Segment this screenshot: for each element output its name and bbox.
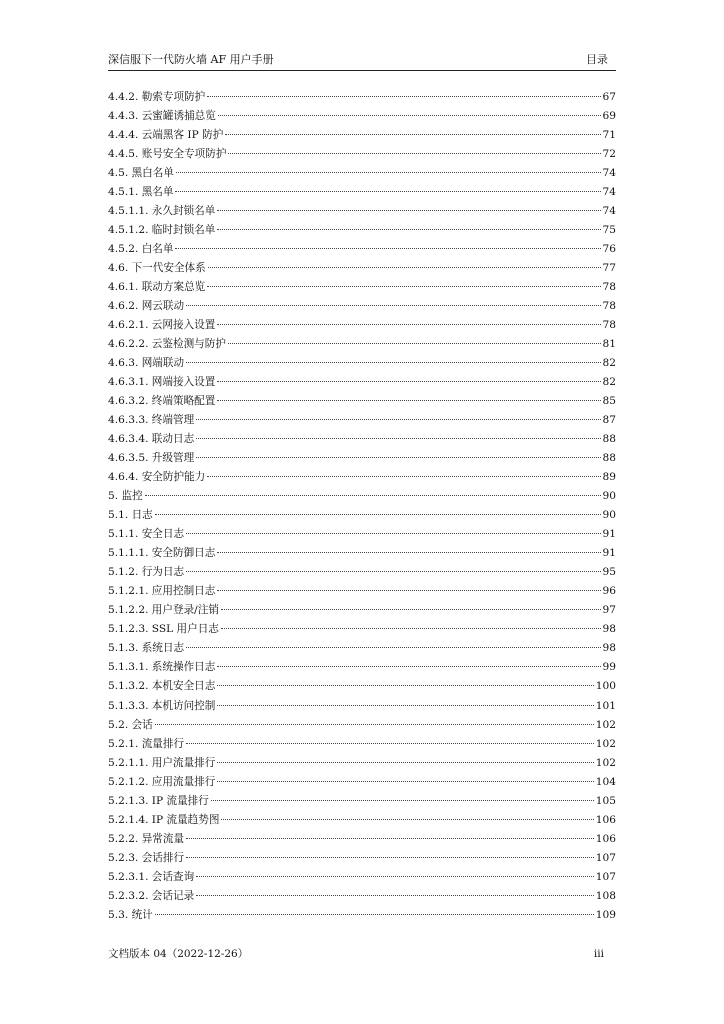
toc-entry-label: 5.2.1. 流量排行 [108, 737, 185, 750]
dot-leader [155, 914, 594, 915]
dot-leader [196, 876, 594, 877]
toc-entry-page: 104 [595, 775, 616, 788]
toc-entry-page: 108 [595, 889, 616, 902]
toc-entry-label: 4.4.2. 勒索专项防护 [108, 91, 206, 103]
dot-leader [186, 743, 594, 744]
toc-entry-page: 71 [602, 129, 616, 142]
toc-entry-label: 5. 监控 [108, 490, 143, 503]
toc-entry[interactable] [108, 735, 616, 754]
toc-entry[interactable] [108, 525, 616, 544]
toc-entry-page: 81 [602, 338, 616, 351]
dot-leader [221, 819, 593, 820]
toc-entry[interactable] [108, 221, 616, 240]
dot-leader [217, 324, 600, 325]
toc-entry[interactable] [108, 620, 616, 639]
dot-leader [228, 153, 600, 154]
toc-entry-label: 5.1.2.3. SSL 用户日志 [108, 623, 219, 636]
page-footer [108, 946, 616, 962]
toc-entry[interactable] [108, 563, 616, 582]
toc-entry-page: 74 [602, 205, 616, 218]
toc-entry-label: 5.1.2. 行为日志 [108, 566, 185, 579]
toc-entry-page: 98 [602, 623, 616, 636]
toc-entry[interactable] [108, 468, 616, 487]
toc-entry-page: 91 [602, 528, 616, 541]
toc-entry-label: 5.2.1.3. IP 流量排行 [108, 794, 209, 807]
toc-entry-label: 4.5. 黑白名单 [108, 167, 174, 180]
toc-entry-label: 4.4.3. 云蜜罐诱捕总览 [108, 110, 216, 123]
section-title: 目录 [586, 53, 608, 66]
toc-entry-label: 4.5.2. 白名单 [108, 243, 174, 256]
dot-leader [186, 305, 600, 306]
toc-entry-label: 4.5.1. 黑名单 [108, 186, 174, 199]
toc-entry-page: 88 [602, 433, 616, 446]
page-header [108, 52, 616, 71]
toc-entry[interactable] [108, 849, 616, 868]
dot-leader [196, 895, 594, 896]
toc-entry[interactable] [108, 906, 616, 925]
toc-entry-label: 4.6.2.1. 云网接入设置 [108, 319, 216, 332]
toc-entry-label: 5.2.3.1. 会话查询 [108, 870, 195, 883]
toc-entry-label: 4.4.5. 账号安全专项防护 [108, 148, 227, 161]
toc-entry[interactable] [108, 430, 616, 449]
toc-entry-page: 87 [602, 414, 616, 427]
toc-entry-page: 105 [595, 794, 616, 807]
dot-leader [207, 96, 600, 97]
dot-leader [155, 724, 594, 725]
toc-entry-page: 91 [602, 547, 616, 560]
dot-leader [186, 647, 600, 648]
toc-entry[interactable] [108, 811, 616, 830]
toc-entry-page: 74 [602, 167, 616, 180]
dot-leader [217, 762, 593, 763]
toc-entry[interactable] [108, 544, 616, 563]
toc-entry-page: 95 [602, 566, 616, 579]
toc-entry-page: 107 [595, 851, 616, 864]
toc-entry-page: 98 [602, 642, 616, 655]
dot-leader [175, 191, 600, 192]
toc-entry[interactable] [108, 601, 616, 620]
toc-entry-label: 5.3. 统计 [108, 908, 153, 921]
dot-leader [186, 533, 600, 534]
toc-entry-label: 4.5.1.1. 永久封锁名单 [108, 205, 216, 218]
toc-entry-page: 109 [595, 908, 616, 921]
toc-entry[interactable] [108, 887, 616, 906]
toc-entry[interactable] [108, 754, 616, 773]
toc-entry-label: 5.1.3.2. 本机安全日志 [108, 680, 216, 693]
dot-leader [217, 210, 600, 211]
toc-entry[interactable] [108, 259, 616, 278]
dot-leader [217, 666, 600, 667]
toc-entry[interactable] [108, 506, 616, 525]
dot-leader [186, 857, 594, 858]
toc-entry[interactable] [108, 145, 616, 164]
toc-entry[interactable] [108, 449, 616, 468]
dot-leader [176, 172, 601, 173]
toc-entry-page: 82 [602, 357, 616, 370]
toc-entry[interactable] [108, 582, 616, 601]
toc-entry[interactable] [108, 316, 616, 335]
toc-entry-label: 4.6.1. 联动方案总览 [108, 281, 206, 294]
toc-entry-label: 4.6.3.2. 终端策略配置 [108, 395, 216, 408]
dot-leader [225, 134, 600, 135]
dot-leader [196, 419, 600, 420]
toc-entry-label: 4.6.3. 网端联动 [108, 357, 185, 370]
toc-entry-page: 100 [595, 680, 616, 693]
toc-entry-page: 78 [602, 319, 616, 332]
dot-leader [228, 343, 601, 344]
dot-leader [175, 248, 600, 249]
toc-entry-label: 5.2. 会话 [108, 718, 153, 731]
dot-leader [145, 495, 601, 496]
toc-entry-label: 5.1.3.1. 系统操作日志 [108, 661, 216, 674]
toc-entry-page: 102 [595, 718, 616, 731]
toc-entry-label: 4.4.4. 云端黑客 IP 防护 [108, 129, 224, 142]
dot-leader [196, 457, 600, 458]
toc-entry-label: 4.6.4. 安全防护能力 [108, 471, 206, 484]
toc-entry-page: 90 [602, 490, 616, 503]
toc-entry-label: 5.2.3. 会话排行 [108, 851, 185, 864]
toc-entry[interactable] [108, 487, 616, 506]
dot-leader [217, 552, 600, 553]
dot-leader [207, 286, 600, 287]
toc-entry-page: 90 [602, 509, 616, 522]
toc-entry-label: 5.1.1. 安全日志 [108, 528, 185, 541]
toc-entry-page: 74 [602, 186, 616, 199]
toc-entry[interactable] [108, 868, 616, 887]
toc-entry-label: 5.1.1.1. 安全防御日志 [108, 547, 216, 560]
toc-entry-label: 5.2.3.2. 会话记录 [108, 889, 195, 902]
toc-entry-page: 78 [602, 281, 616, 294]
toc-entry-label: 5.1.2.1. 应用控制日志 [108, 585, 216, 598]
dot-leader [186, 571, 600, 572]
toc-entry-page: 88 [602, 452, 616, 465]
document-version: 文档版本 04（2022-12-26） [108, 948, 249, 960]
toc-entry-page: 75 [602, 224, 616, 237]
toc-entry[interactable] [108, 639, 616, 658]
toc-entry[interactable] [108, 830, 616, 849]
toc-entry[interactable] [108, 411, 616, 430]
toc-entry[interactable] [108, 202, 616, 221]
toc-entry[interactable] [108, 392, 616, 411]
toc-entry-page: 76 [602, 243, 616, 256]
document-title: 深信服下一代防火墙 AF 用户手册 [108, 53, 274, 66]
toc-entry-label: 4.6.3.3. 终端管理 [108, 414, 195, 427]
dot-leader [218, 115, 601, 116]
toc-entry-label: 5.1.3.3. 本机访问控制 [108, 699, 216, 712]
toc-entry-page: 107 [595, 870, 616, 883]
toc-entry-page: 89 [602, 471, 616, 484]
dot-leader [155, 514, 601, 515]
toc-entry[interactable] [108, 335, 616, 354]
toc-entry[interactable] [108, 773, 616, 792]
toc-entry-page: 97 [602, 604, 616, 617]
table-of-contents [108, 88, 616, 925]
toc-entry-page: 102 [595, 756, 616, 769]
toc-entry-label: 4.6.3.5. 升级管理 [108, 452, 195, 465]
toc-entry[interactable] [108, 658, 616, 677]
toc-entry[interactable] [108, 278, 616, 297]
dot-leader [217, 685, 593, 686]
toc-entry-page: 78 [602, 300, 616, 313]
dot-leader [217, 400, 600, 401]
toc-entry-label: 5.1. 日志 [108, 509, 153, 522]
toc-entry[interactable] [108, 373, 616, 392]
toc-entry-label: 4.6.2. 网云联动 [108, 300, 185, 313]
toc-entry[interactable] [108, 126, 616, 145]
toc-entry-page: 102 [595, 737, 616, 750]
toc-entry-page: 85 [602, 395, 616, 408]
dot-leader [208, 267, 601, 268]
dot-leader [186, 362, 600, 363]
toc-entry-label: 4.6.2.2. 云鉴检测与防护 [108, 338, 226, 351]
toc-entry-label: 5.1.2.2. 用户登录/注销 [108, 604, 219, 617]
toc-entry[interactable] [108, 792, 616, 811]
toc-entry[interactable] [108, 716, 616, 735]
dot-leader [207, 476, 600, 477]
dot-leader [217, 705, 593, 706]
dot-leader [211, 800, 594, 801]
toc-entry-page: 77 [602, 262, 616, 275]
toc-entry-label: 5.2.1.1. 用户流量排行 [108, 756, 216, 769]
dot-leader [217, 781, 593, 782]
toc-entry-page: 72 [602, 148, 616, 161]
dot-leader [217, 381, 600, 382]
toc-entry-page: 82 [602, 376, 616, 389]
toc-entry[interactable] [108, 183, 616, 202]
toc-entry[interactable] [108, 354, 616, 373]
toc-entry-page: 96 [602, 585, 616, 598]
toc-entry-label: 4.5.1.2. 临时封锁名单 [108, 224, 216, 237]
toc-entry-page: 106 [595, 832, 616, 845]
toc-entry[interactable] [108, 240, 616, 259]
toc-entry-page: 106 [595, 813, 616, 826]
toc-entry[interactable] [108, 697, 616, 716]
toc-entry-label: 5.2.2. 异常流量 [108, 832, 185, 845]
toc-entry[interactable] [108, 677, 616, 696]
page-number: iii [593, 948, 604, 960]
dot-leader [186, 838, 594, 839]
dot-leader [196, 438, 600, 439]
dot-leader [217, 590, 600, 591]
toc-entry-label: 4.6. 下一代安全体系 [108, 262, 206, 275]
toc-entry-page: 67 [602, 91, 616, 103]
toc-entry-label: 5.2.1.4. IP 流量趋势图 [108, 813, 220, 826]
toc-entry-page: 101 [595, 699, 616, 712]
toc-entry[interactable] [108, 164, 616, 183]
toc-entry-label: 5.2.1.2. 应用流量排行 [108, 775, 216, 788]
toc-entry-label: 4.6.3.4. 联动日志 [108, 433, 195, 446]
toc-entry-label: 4.6.3.1. 网端接入设置 [108, 376, 216, 389]
dot-leader [221, 609, 601, 610]
dot-leader [221, 628, 601, 629]
toc-entry[interactable] [108, 297, 616, 316]
toc-entry[interactable] [108, 88, 616, 107]
dot-leader [217, 229, 600, 230]
toc-entry[interactable] [108, 107, 616, 126]
toc-entry-page: 69 [602, 110, 616, 123]
toc-entry-label: 5.1.3. 系统日志 [108, 642, 185, 655]
toc-entry-page: 99 [602, 661, 616, 674]
